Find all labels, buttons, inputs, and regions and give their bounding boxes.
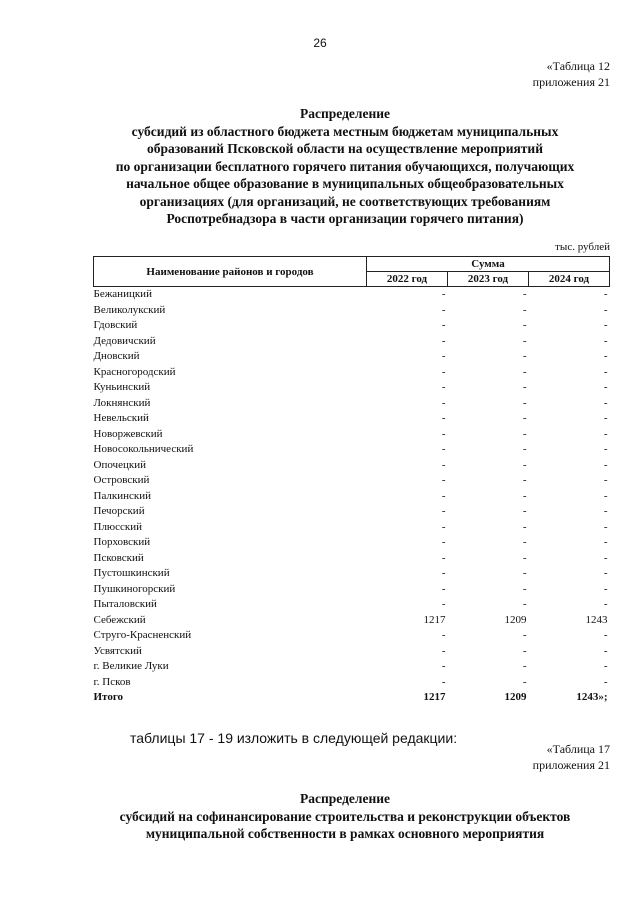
year-value: - — [441, 427, 446, 440]
district-name: Пушкиногорский — [93, 582, 176, 595]
year-value: - — [441, 458, 446, 471]
year-value: - — [441, 520, 446, 533]
year-value: - — [441, 644, 446, 657]
table-row — [94, 380, 610, 396]
title-heading: Распределение — [299, 106, 391, 121]
year-value: - — [441, 629, 446, 641]
header-year: 2023 год — [448, 272, 529, 287]
table-reference-top — [533, 58, 610, 90]
year-value: - — [441, 319, 446, 331]
year-value: - — [441, 412, 446, 424]
table-row — [94, 489, 610, 505]
year-value: - — [603, 365, 608, 378]
table-row — [94, 520, 610, 536]
table-row — [94, 427, 610, 443]
table-row — [94, 442, 610, 458]
district-name: г. Великие Луки — [93, 660, 169, 672]
year-value: - — [441, 288, 446, 300]
year-value: - — [522, 288, 527, 300]
year-value: - — [441, 474, 446, 486]
title-line: организациях (для организаций, не соответствующих требованиям — [139, 193, 551, 209]
section-title-2 — [60, 790, 630, 843]
year-value: - — [441, 505, 446, 517]
year-value: - — [603, 396, 608, 409]
year-value: - — [441, 350, 446, 362]
year-value: - — [603, 427, 608, 440]
year-value: - — [522, 427, 527, 440]
year-value: - — [522, 443, 527, 455]
year-value: - — [603, 381, 608, 393]
table-total-row — [94, 690, 610, 706]
year-value: - — [603, 412, 608, 424]
table-row — [94, 675, 610, 691]
year-value: - — [522, 660, 527, 672]
district-name: Гдовский — [93, 319, 138, 331]
district-name: Псковский — [93, 551, 144, 564]
year-value: - — [522, 396, 527, 409]
year-value: - — [522, 365, 527, 378]
district-name: Куньинский — [93, 381, 151, 393]
year-value: - — [441, 567, 446, 579]
year-value: - — [522, 505, 527, 517]
header-name-column: Наименование районов и городов — [94, 257, 367, 287]
table-row — [94, 582, 610, 598]
table-row — [94, 597, 610, 613]
year-value: - — [522, 381, 527, 393]
table-row — [94, 365, 610, 381]
year-value: - — [441, 598, 446, 610]
year-value: - — [441, 396, 446, 409]
year-value: - — [522, 458, 527, 471]
year-value: 1217 — [423, 613, 446, 626]
year-value: - — [603, 489, 608, 502]
district-name: Опочецкий — [93, 458, 146, 471]
header-sum: Сумма — [367, 257, 610, 272]
year-value: - — [522, 319, 527, 331]
table-row — [94, 473, 610, 489]
table-row — [94, 396, 610, 412]
title-line: муниципальной собственности в рамках основного мероприятия — [145, 826, 545, 841]
unit-label: тыс. рублей — [555, 241, 610, 253]
year-value: - — [603, 551, 608, 564]
table-row — [94, 318, 610, 334]
year-value: - — [441, 536, 446, 548]
year-value: - — [603, 334, 608, 347]
district-name: Порховский — [93, 536, 151, 548]
table-row — [94, 287, 610, 303]
year-value: - — [522, 474, 527, 486]
table-row — [94, 535, 610, 551]
year-value: - — [441, 489, 446, 502]
table-row — [94, 504, 610, 520]
year-value: - — [603, 319, 608, 331]
year-value: - — [603, 675, 608, 688]
year-value: - — [522, 598, 527, 610]
district-name: Новосокольнический — [93, 443, 194, 455]
district-name: Дедовичский — [93, 334, 156, 347]
year-value: - — [522, 551, 527, 564]
year-value: - — [603, 288, 608, 300]
section-title-1 — [60, 105, 630, 228]
year-value: - — [522, 489, 527, 502]
table-row — [94, 303, 610, 319]
table-reference-line: «Таблица 17 — [546, 742, 610, 756]
district-name: Усвятский — [93, 644, 142, 657]
year-value: - — [522, 334, 527, 347]
total-value: 1217 — [423, 691, 446, 703]
year-value: - — [441, 381, 446, 393]
year-value: - — [522, 536, 527, 548]
table-row — [94, 659, 610, 675]
district-name: Печорский — [93, 505, 145, 517]
year-value: - — [603, 660, 608, 672]
page-number: 26 — [313, 36, 327, 50]
district-name: Пустошкинский — [93, 567, 170, 579]
district-name: Красногородский — [93, 365, 176, 378]
year-value: - — [441, 334, 446, 347]
title-heading: Распределение — [299, 791, 391, 806]
district-name: Невельский — [93, 412, 149, 424]
table-row — [94, 411, 610, 427]
title-line: по организации бесплатного горячего питания обучающихся, получающих — [115, 158, 575, 174]
title-line: образований Псковской области на осуществление мероприятий — [147, 141, 543, 156]
year-value: - — [603, 520, 608, 533]
district-name: Палкинский — [93, 489, 152, 502]
district-name: Струго-Красненский — [93, 629, 192, 641]
year-value: - — [603, 458, 608, 471]
year-value: - — [522, 520, 527, 533]
year-value: - — [522, 412, 527, 424]
year-value: - — [441, 551, 446, 564]
year-value: - — [603, 443, 608, 455]
table-row — [94, 628, 610, 644]
table-row — [94, 551, 610, 567]
table-reference-line: «Таблица 12 — [546, 59, 610, 73]
year-value: - — [441, 582, 446, 595]
header-year: 2024 год — [529, 272, 610, 287]
year-value: - — [603, 505, 608, 517]
year-value: - — [603, 598, 608, 610]
total-label: Итого — [93, 691, 124, 703]
table-row — [94, 349, 610, 365]
year-value: - — [522, 567, 527, 579]
year-value: - — [522, 675, 527, 688]
table-row — [94, 613, 610, 629]
district-name: Себежский — [93, 613, 146, 626]
district-name: Бежаницкий — [93, 288, 152, 300]
header-year: 2022 год — [367, 272, 448, 287]
appendix-reference-line: приложения 21 — [532, 758, 610, 772]
table-row — [94, 566, 610, 582]
year-value: - — [441, 675, 446, 688]
district-name: Локнянский — [93, 396, 151, 409]
body-paragraph: таблицы 17 - 19 изложить в следующей редакции: — [130, 730, 458, 746]
district-name: Островский — [93, 474, 150, 486]
year-value: - — [522, 644, 527, 657]
table-row — [94, 458, 610, 474]
title-line: начальное общее образование в муниципальных общеобразовательных — [126, 176, 564, 191]
year-value: - — [522, 303, 527, 316]
title-line: Роспотребнадзора в части организации горячего питания) — [166, 211, 524, 226]
title-line: субсидий из областного бюджета местным бюджетам муниципальных — [131, 123, 559, 139]
district-name: Дновский — [93, 350, 140, 362]
year-value: - — [441, 660, 446, 672]
district-name: Пыталовский — [93, 598, 157, 610]
year-value: - — [603, 474, 608, 486]
year-value: 1243 — [585, 613, 608, 626]
title-line: субсидий на софинансирование строительства и реконструкции объектов — [119, 808, 571, 824]
table-row — [94, 644, 610, 660]
table-reference-bottom — [533, 741, 610, 773]
year-value: - — [522, 350, 527, 362]
year-value: - — [522, 629, 527, 641]
year-value: - — [603, 303, 608, 316]
subsidy-table — [93, 256, 610, 706]
year-value: - — [603, 567, 608, 579]
table-row — [94, 334, 610, 350]
district-name: Великолукский — [93, 303, 166, 316]
year-value: - — [441, 303, 446, 316]
total-value: 1243»; — [576, 691, 608, 703]
year-value: - — [603, 536, 608, 548]
year-value: - — [603, 350, 608, 362]
year-value: - — [441, 443, 446, 455]
year-value: - — [603, 644, 608, 657]
district-name: Плюсский — [93, 520, 143, 533]
appendix-reference-line: приложения 21 — [532, 75, 610, 89]
year-value: - — [522, 582, 527, 595]
year-value: - — [603, 582, 608, 595]
year-value: - — [441, 365, 446, 378]
district-name: Новоржевский — [93, 427, 163, 440]
year-value: - — [603, 629, 608, 641]
district-name: г. Псков — [93, 675, 131, 688]
year-value: 1209 — [504, 613, 527, 626]
total-value: 1209 — [504, 691, 527, 703]
